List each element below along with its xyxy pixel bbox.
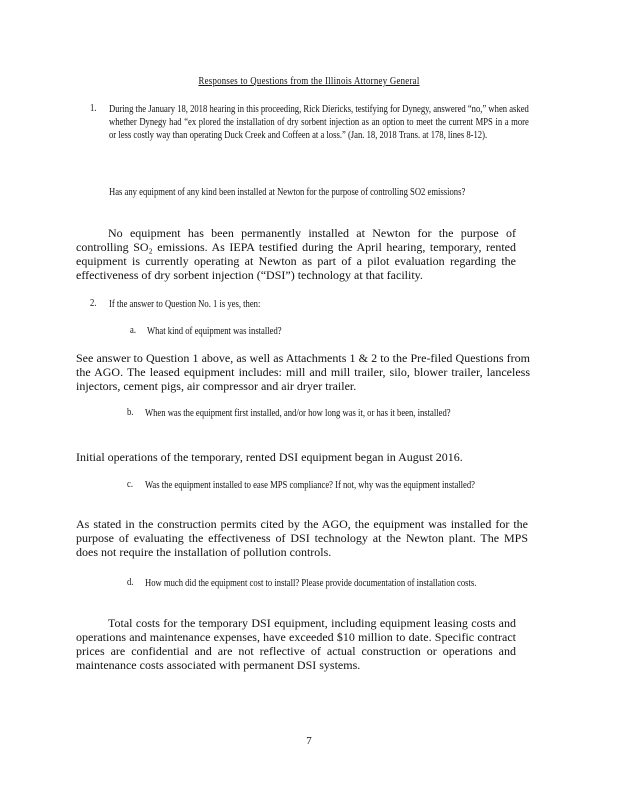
answer-2a: See answer to Question 1 above, as well as Attachments 1 & 2 to the Pre-filed Questions from the AGO. The leased equipment includes: mill and mill trailer, silo, blower trailer, lanceless injectors, cement pigs, air compressor and air dryer trailer. [76, 351, 530, 393]
question-2c-text: Was the equipment installed to ease MPS compliance? If not, why was the equipment installed? [145, 480, 475, 491]
question-2a-text: What kind of equipment was installed? [147, 326, 282, 337]
question-1-text: Has any equipment of any kind been installed at Newton for the purpose of controlling SO2 emissions? [109, 187, 466, 198]
question-2c-label: c. [127, 479, 133, 490]
question-2d-text: How much did the equipment cost to install? Please provide documentation of installation costs. [145, 578, 477, 589]
question-1-number: 1. [90, 103, 97, 114]
question-2-number: 2. [90, 298, 97, 309]
question-2d-label: d. [127, 577, 134, 588]
answer-2d: Total costs for the temporary DSI equipment, including equipment leasing costs and operations and maintenance expenses, have exceeded $10 million to date. Specific contract prices are confidential and are not reflective of actual construction or operations and maintenance costs associated with permanent DSI systems. [76, 616, 516, 672]
question-2-text: If the answer to Question No. 1 is yes, then: [109, 299, 261, 310]
question-1-preamble: During the January 18, 2018 hearing in this proceeding, Rick Diericks, testifying for Dynegy, answered “no,” when asked whether Dynegy had “ex plored the installation of dry sorbent injection as an option to meet the current MPS in a more or less costly way than operating Duck Creek and Coffeen at a loss.” (Jan. 18, 2018 Trans. at 178, lines 8-12). [109, 104, 529, 141]
question-2b-label: b. [127, 407, 134, 418]
question-2a-label: a. [130, 325, 136, 336]
question-2b-text: When was the equipment first installed, and/or how long was it, or has it been, installed? [145, 408, 451, 419]
answer-2b: Initial operations of the temporary, rented DSI equipment began in August 2016. [76, 450, 463, 464]
answer-1: No equipment has been permanently installed at Newton for the purpose of controlling SO₂ emissions. As IEPA testified during the April hearing, temporary, rented equipment is currently operating at Newton as part of a pilot evaluation regarding the effectiveness of dry sorbent injection (“DSI”) technology at that facility. [76, 226, 516, 282]
page-number: 7 [306, 735, 312, 747]
page-title: Responses to Questions from the Illinois Attorney General [198, 76, 420, 87]
answer-2c: As stated in the construction permits cited by the AGO, the equipment was installed for the purpose of evaluating the effectiveness of DSI technology at the Newton plant. The MPS does not require the installation of pollution controls. [76, 517, 528, 559]
